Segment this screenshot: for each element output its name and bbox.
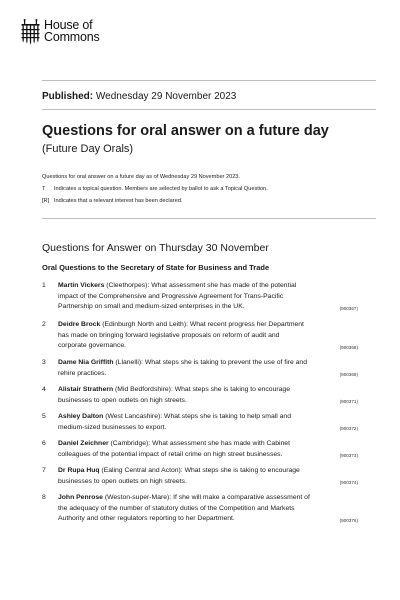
question-number: 5 (42, 413, 46, 420)
top-divider (42, 80, 376, 81)
note-text: Indicates a topical question. Members are selected by ballot to ask a Topical Question. (54, 186, 268, 192)
question-number: 7 (42, 467, 46, 474)
published-line (42, 91, 236, 102)
question-body (58, 358, 357, 379)
member-constituency: (Weston-super-Mare): (102, 494, 174, 501)
question-body (58, 385, 357, 406)
member-constituency: (Cleethorpes): (104, 282, 152, 289)
note-topical (42, 183, 376, 195)
section-title: Questions for Answer on Thursday 30 November (42, 242, 269, 254)
portcullis-icon (20, 19, 41, 45)
member-constituency: (West Lancashire): (103, 413, 165, 420)
member-constituency: (Ealing Central and Acton): (99, 467, 185, 474)
published-date: Wednesday 29 November 2023 (95, 91, 237, 102)
question-text-line: What steps she is taking to prevent the use of fire and (144, 359, 307, 366)
question-number: 8 (42, 494, 46, 501)
note-text: Indicates that a relevant interest has been declared. (54, 198, 183, 204)
question-text-line: colleagues of the potential impact of retail crime on high street businesses. (58, 450, 283, 458)
question-reference: (900369) (339, 372, 358, 377)
page-title: Questions for oral answer on a future day (42, 123, 329, 139)
question-body (58, 493, 357, 525)
logo-line-2: Commons (44, 30, 100, 44)
question-text-line: If she will make a comparative assessment of (173, 494, 310, 501)
member-name: John Penrose (58, 494, 103, 501)
question-reference: (900376) (339, 518, 358, 523)
question-text-line: Partnership on small and medium-sized enterprises in the UK. (58, 303, 245, 310)
intro-divider (42, 218, 376, 219)
question-reference: (900374) (339, 480, 358, 485)
question-text-line: medium-sized businesses to export. (58, 423, 167, 431)
question-number: 4 (42, 386, 46, 393)
published-divider (42, 109, 376, 110)
intro-line: Questions for oral answer on a future day as of Wednesday 29 November 2023. (42, 174, 240, 180)
question-body (58, 281, 357, 313)
question-body (58, 439, 357, 460)
question-text-line: What steps she is taking to help small and (164, 413, 291, 420)
subsection-title: Oral Questions to the Secretary of State for Business and Trade (42, 263, 270, 272)
question-text-line: What recent progress her Department (189, 321, 304, 328)
question-reference: (900373) (339, 453, 358, 458)
question-number: 3 (42, 359, 46, 366)
member-name: Daniel Zeichner (58, 440, 109, 447)
member-name: Martin Vickers (58, 282, 105, 289)
question-text-line: businesses to open outlets on high streets. (58, 396, 187, 404)
member-constituency: (Edinburgh North and Leith): (100, 321, 190, 328)
member-constituency: (Mid Bedfordshire): (113, 386, 175, 393)
question-number: 1 (42, 282, 46, 289)
note-key: [R] (42, 198, 50, 204)
question-body (58, 320, 357, 352)
note-interest (42, 195, 376, 207)
member-name: Alistair Strathern (58, 386, 114, 393)
member-name: Deidre Brock (58, 321, 101, 328)
question-text-line: has made on bringing forward legislative proposals on reform of audit and (58, 331, 280, 339)
question-text-line: the adequacy of the number of statutory duties of the Competition and Markets (58, 504, 295, 512)
question-text-line: What steps she is taking to encourage (184, 467, 300, 474)
member-name: Ashley Dalton (58, 413, 104, 420)
member-name: Dame Nia Griffith (58, 359, 114, 366)
note-key: T (42, 186, 46, 192)
question-body (58, 466, 357, 487)
question-reference: (900367) (339, 306, 358, 311)
published-label: Published: (42, 91, 94, 102)
question-text-line: What steps she is taking to encourage (174, 386, 290, 393)
question-body (58, 412, 357, 433)
member-name: Dr Rupa Huq (58, 467, 100, 474)
member-constituency: (Cambridge): (108, 440, 153, 447)
question-text-line: Authority and other regulators reporting to her Department. (58, 515, 235, 522)
house-of-commons-logo (20, 19, 100, 45)
question-text-line: businesses to open outlets on high streets. (58, 477, 187, 485)
question-text-line: corporate governance. (58, 342, 127, 349)
logo-line-1: House of (44, 18, 93, 32)
question-text-line: What assessment she has made of the potential (151, 282, 297, 289)
question-text-line: rehire practices. (58, 369, 107, 377)
member-constituency: (Llanelli): (113, 359, 145, 366)
question-reference: (900372) (339, 426, 358, 431)
question-text-line: impact of the Comprehensive and Progressive Agreement for Trans-Pacific (58, 292, 284, 300)
logo-wordmark (44, 19, 100, 43)
question-reference: (900368) (339, 345, 358, 350)
question-number: 6 (42, 440, 46, 447)
question-reference: (900371) (339, 399, 358, 404)
question-number: 2 (42, 321, 46, 328)
intro-notes (42, 171, 376, 207)
question-text-line: What assessment she has made with Cabinet (152, 440, 290, 447)
page-subtitle: (Future Day Orals) (42, 143, 134, 155)
